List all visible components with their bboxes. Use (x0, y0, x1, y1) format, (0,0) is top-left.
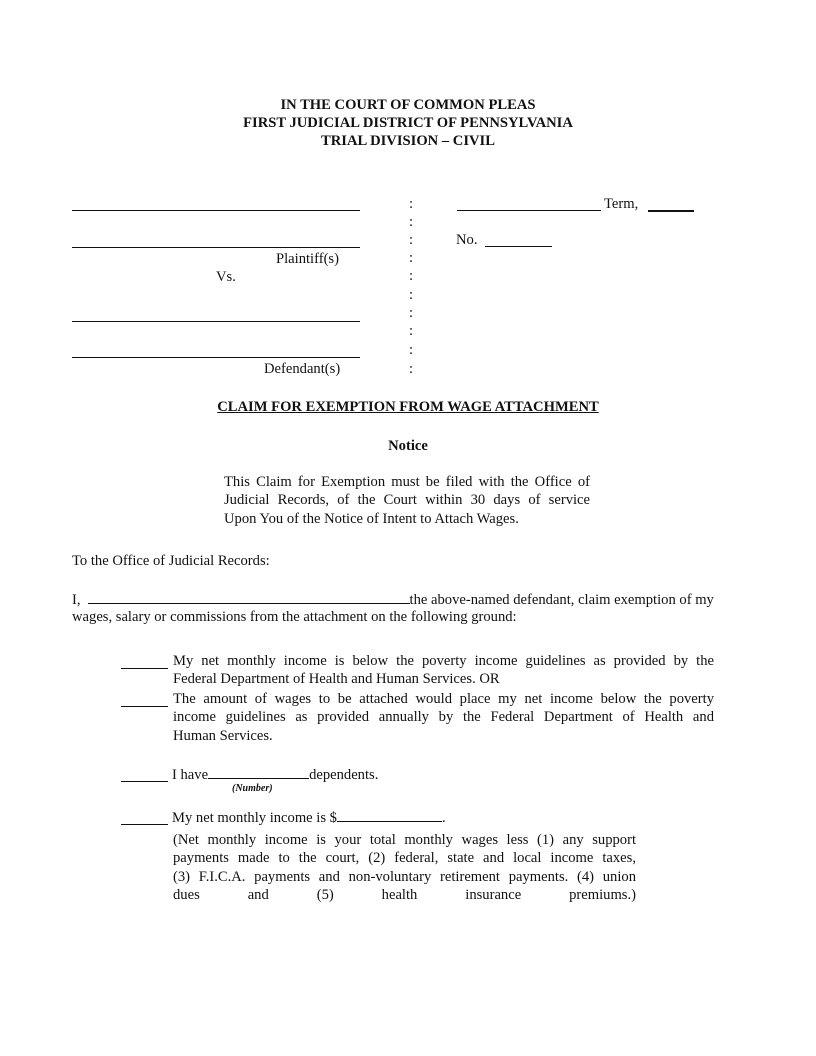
notice-line: Judicial Records, of the Court within 30 days of service (224, 492, 590, 509)
ground-line: The amount of wages to be attached would place my net income below the poverty (173, 691, 714, 707)
number-caption: (Number) (232, 783, 273, 794)
income-explanation (173, 831, 636, 905)
claim-line-2: wages, salary or commissions from the attachment on the following ground: (72, 609, 517, 625)
defendant-label: Defendant(s) (264, 361, 341, 377)
notice-heading: Notice (388, 438, 428, 454)
form-title: CLAIM FOR EXEMPTION FROM WAGE ATTACHMENT (217, 399, 599, 415)
notice-line: This Claim for Exemption must be filed with the Office of (224, 474, 590, 490)
explanation-line: (Net monthly income is your total monthly wages less (1) any support (173, 832, 636, 848)
ground-line: income guidelines as provided annually by the Federal Department of Health and (173, 709, 714, 726)
defendant-name-blank[interactable] (88, 590, 410, 604)
explanation-line: payments made to the court, (2) federal, state and local income taxes, (173, 850, 636, 867)
caption-colon: : (408, 196, 414, 212)
explanation-line: dues and (5) health insurance premiums.) (173, 887, 636, 904)
salutation: To the Office of Judicial Records: (72, 553, 270, 569)
caption-colon: : (408, 214, 414, 230)
caption-colon: : (408, 323, 414, 339)
ground-2-check-blank[interactable] (121, 706, 168, 707)
term-year-blank[interactable] (648, 210, 694, 212)
caption-colon: : (408, 268, 414, 284)
defendant-line-1[interactable] (72, 321, 360, 322)
dependents-number-blank[interactable] (208, 765, 309, 779)
income-statement (172, 808, 446, 827)
term-label: Term, (604, 196, 639, 212)
ground-line: Federal Department of Health and Human Services. OR (173, 671, 500, 688)
dependents-suffix: dependents. (309, 767, 379, 783)
dependents-statement (172, 765, 378, 784)
ground-line: Human Services. (173, 727, 273, 744)
claim-prefix: I, (72, 592, 81, 608)
plaintiff-line-1[interactable] (72, 210, 360, 211)
income-suffix: . (441, 810, 446, 826)
caption-colon: : (408, 232, 414, 248)
division-name: TRIAL DIVISION – CIVIL (321, 133, 495, 149)
notice-line: Upon You of the Notice of Intent to Attach Wages. (224, 510, 519, 527)
plaintiff-label: Plaintiff(s) (276, 251, 339, 267)
dependents-prefix: I have (172, 767, 209, 783)
case-number-blank[interactable] (485, 246, 552, 247)
ground-line: My net monthly income is below the poverty income guidelines as provided by the (173, 653, 714, 669)
income-check-blank[interactable] (121, 824, 168, 825)
caption-colon: : (408, 342, 414, 358)
plaintiff-line-2[interactable] (72, 247, 360, 248)
ground-1-check-blank[interactable] (121, 668, 168, 669)
ground-2-text (173, 690, 714, 745)
defendant-line-2[interactable] (72, 357, 360, 358)
income-amount-blank[interactable] (337, 808, 442, 822)
claim-suffix: the above-named defendant, claim exemption of my (409, 592, 714, 608)
case-number-label: No. (456, 232, 478, 248)
explanation-line: (3) F.I.C.A. payments and non-voluntary retirement payments. (4) union (173, 868, 636, 885)
income-prefix: My net monthly income is $ (172, 810, 337, 826)
caption-colon: : (408, 250, 414, 266)
vs-label: Vs. (216, 269, 236, 285)
dependents-check-blank[interactable] (121, 781, 168, 782)
court-name: IN THE COURT OF COMMON PLEAS (280, 97, 536, 113)
caption-colon: : (408, 287, 414, 303)
term-blank[interactable] (457, 210, 601, 211)
claim-statement (72, 590, 736, 609)
notice-text (224, 473, 590, 528)
district-name: FIRST JUDICIAL DISTRICT OF PENNSYLVANIA (243, 115, 573, 131)
ground-1-text (173, 652, 714, 689)
caption-colon: : (408, 361, 414, 377)
caption-colon: : (408, 305, 414, 321)
